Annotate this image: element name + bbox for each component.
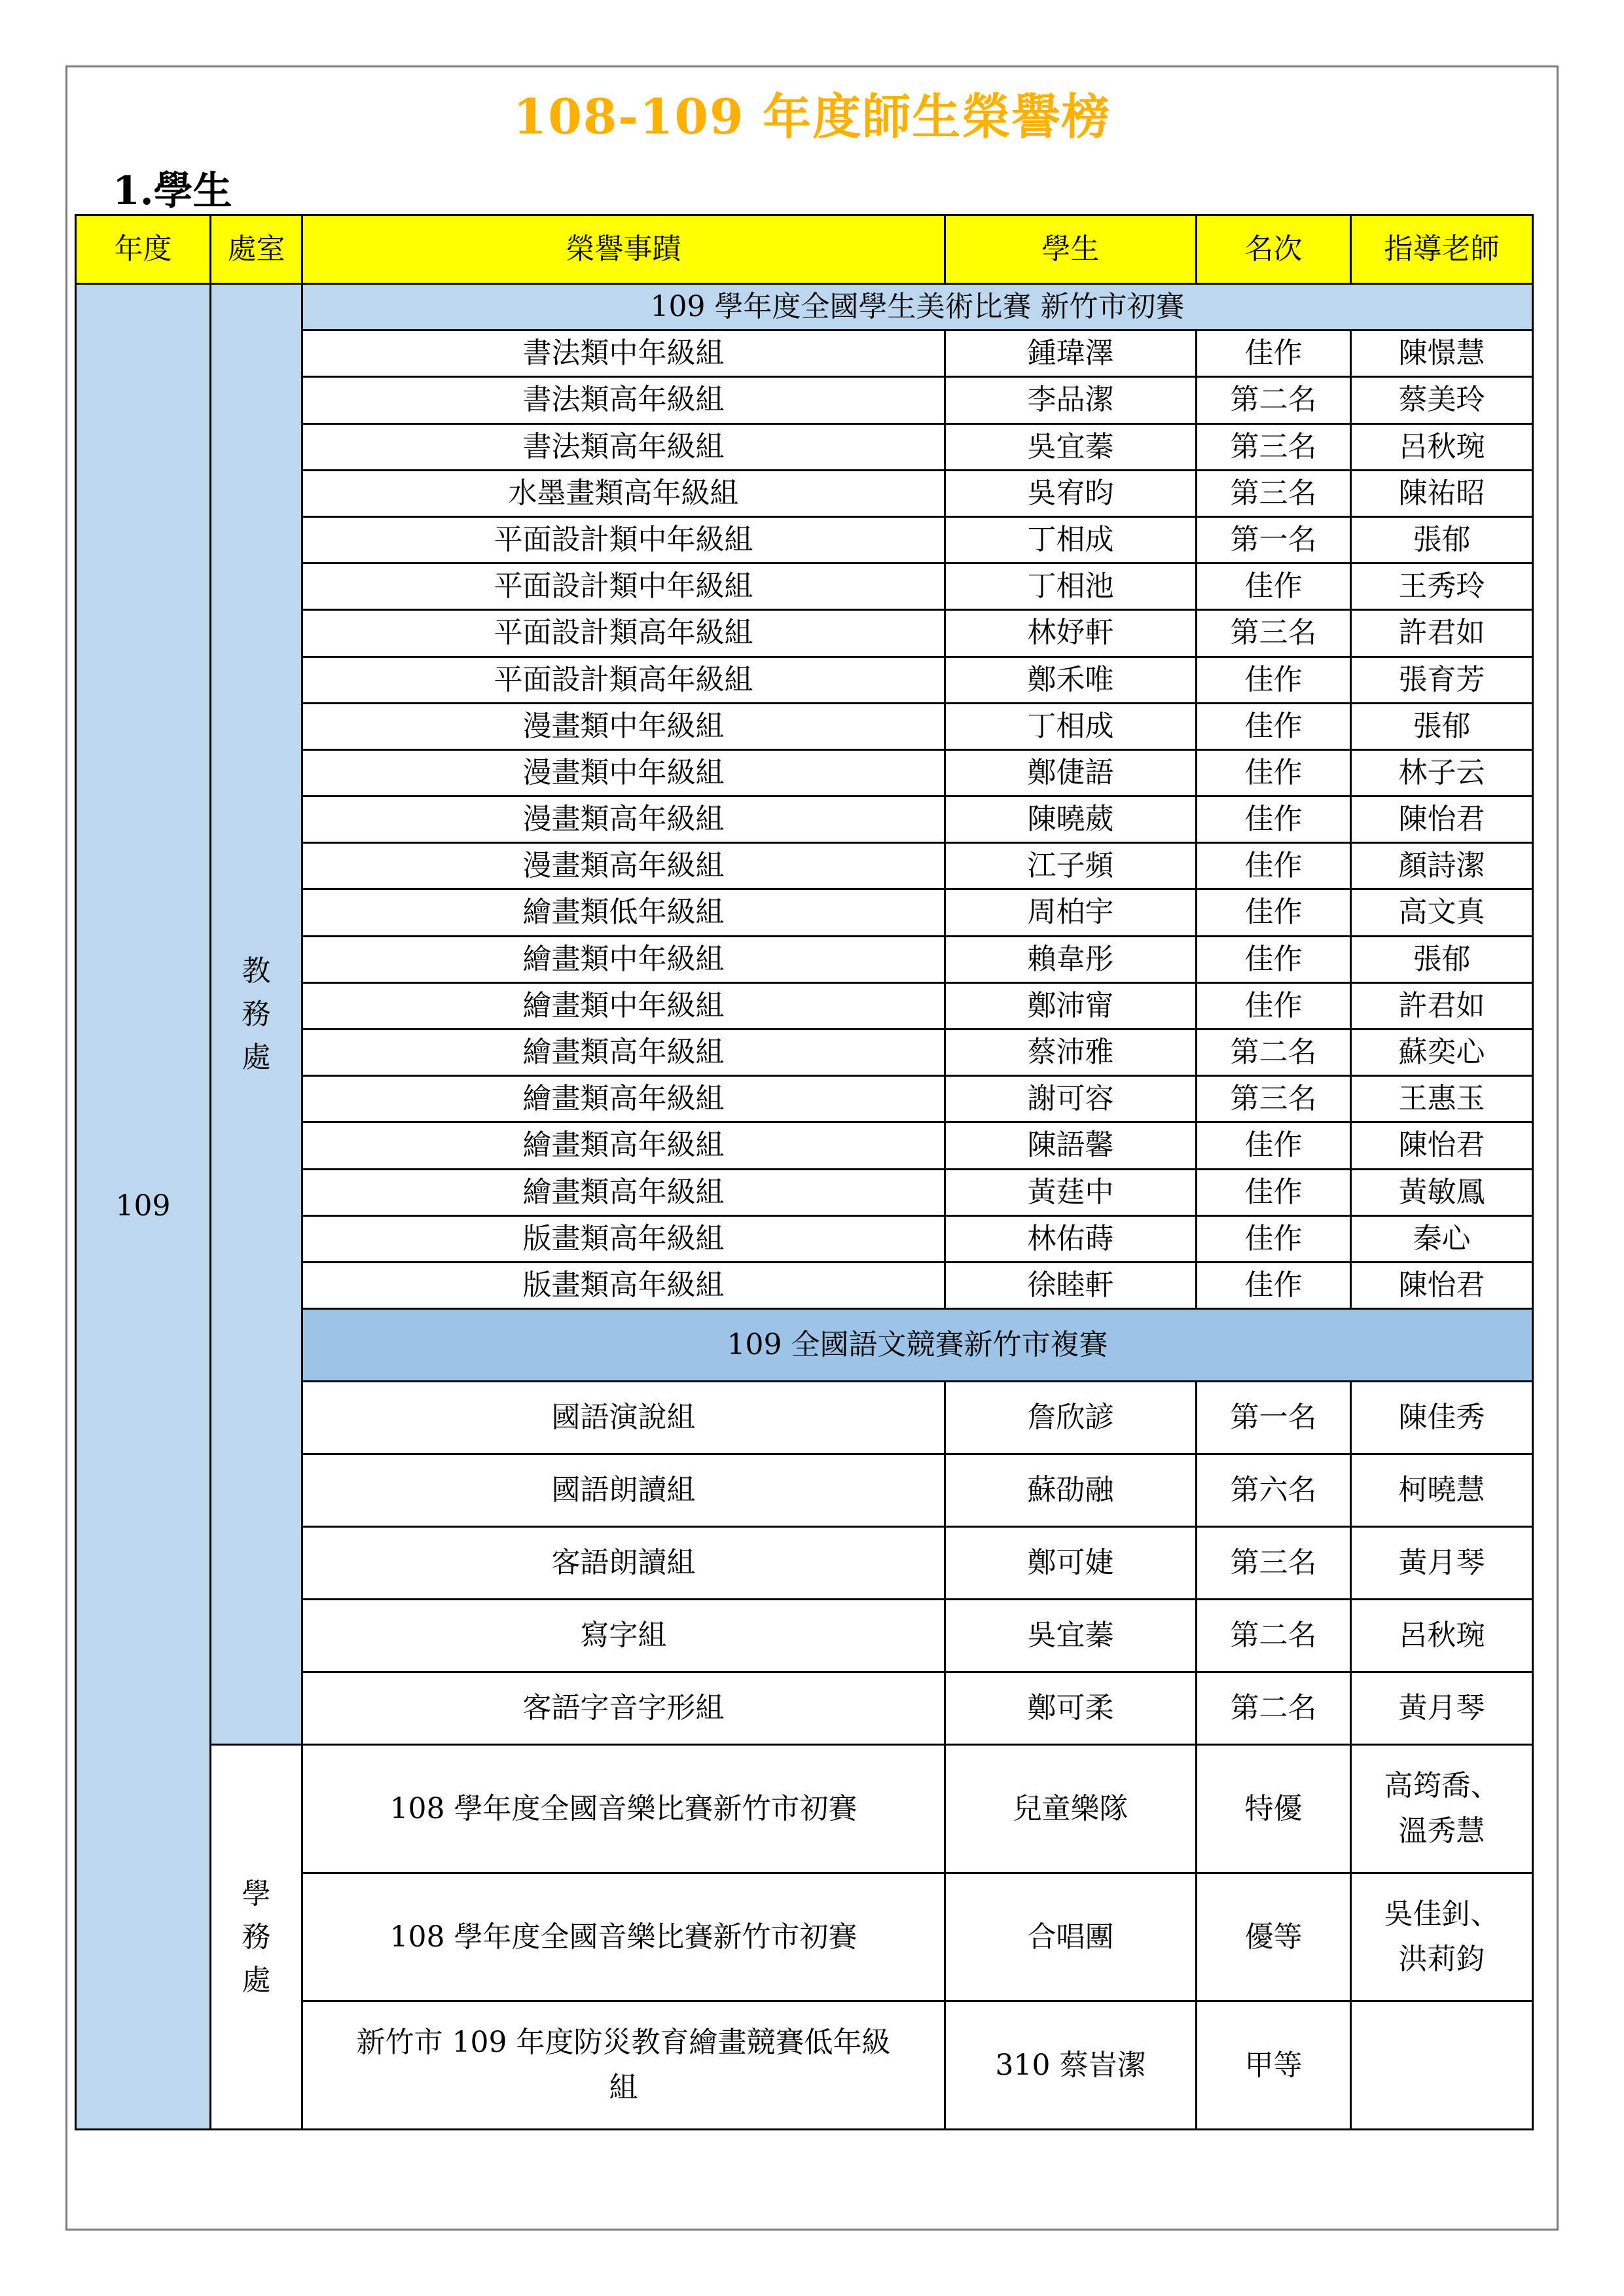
honor-cell: 平面設計類高年級組 — [302, 656, 945, 703]
honor-cell: 書法類高年級組 — [302, 377, 945, 423]
honor-roll-table — [75, 214, 1534, 2130]
teacher-cell: 呂秋琬 — [1351, 423, 1533, 470]
teacher-cell: 黃月琴 — [1351, 1527, 1533, 1600]
student-cell: 江子頻 — [945, 843, 1197, 889]
student-cell: 吳宜蓁 — [945, 423, 1197, 470]
header-year: 年度 — [76, 215, 211, 284]
honor-cell: 繪畫類高年級組 — [302, 1030, 945, 1076]
student-cell: 徐睦軒 — [945, 1262, 1197, 1308]
rank-cell: 佳作 — [1197, 564, 1351, 610]
student-cell: 鄭可柔 — [945, 1672, 1197, 1745]
page-title: 108-109 年度師生榮譽榜 — [513, 89, 1111, 145]
honor-cell: 版畫類高年級組 — [302, 1215, 945, 1262]
student-cell: 丁相池 — [945, 564, 1197, 610]
rank-cell: 佳作 — [1197, 1169, 1351, 1215]
honor-cell: 水墨畫類高年級組 — [302, 470, 945, 516]
teacher-cell: 黃月琴 — [1351, 1672, 1533, 1745]
teacher-cell: 張郁 — [1351, 516, 1533, 563]
student-cell: 鄭禾唯 — [945, 656, 1197, 703]
rank-cell: 甲等 — [1197, 2001, 1351, 2130]
student-cell: 蔡沛雅 — [945, 1030, 1197, 1076]
student-cell: 蘇劭融 — [945, 1454, 1197, 1527]
student-cell: 陳曉葳 — [945, 797, 1197, 843]
honor-cell: 漫畫類中年級組 — [302, 703, 945, 749]
honor-cell: 繪畫類低年級組 — [302, 889, 945, 936]
honor-cell: 新竹市 109 年度防災教育繪畫競賽低年級 組 — [302, 2001, 945, 2130]
teacher-cell: 王秀玲 — [1351, 564, 1533, 610]
rank-cell: 佳作 — [1197, 331, 1351, 377]
student-cell: 吳宥昀 — [945, 470, 1197, 516]
header-rank: 名次 — [1197, 215, 1351, 284]
office-academic: 教 務 處 — [211, 284, 302, 1745]
student-cell: 丁相成 — [945, 516, 1197, 563]
student-cell: 周柏宇 — [945, 889, 1197, 936]
student-cell: 陳語馨 — [945, 1122, 1197, 1169]
table-header-row — [76, 215, 1533, 284]
student-cell: 吳宜蓁 — [945, 1600, 1197, 1672]
teacher-cell: 陳憬慧 — [1351, 331, 1533, 377]
rank-cell: 第六名 — [1197, 1454, 1351, 1527]
rank-cell: 特優 — [1197, 1745, 1351, 1873]
student-cell: 丁相成 — [945, 703, 1197, 749]
header-office: 處室 — [211, 215, 302, 284]
honor-cell: 平面設計類中年級組 — [302, 516, 945, 563]
rank-cell: 佳作 — [1197, 797, 1351, 843]
rank-cell: 第一名 — [1197, 516, 1351, 563]
category-art: 109 學年度全國學生美術比賽 新竹市初賽 — [302, 284, 1533, 331]
teacher-cell: 顏詩潔 — [1351, 843, 1533, 889]
rank-cell: 優等 — [1197, 1873, 1351, 2001]
honor-cell: 繪畫類高年級組 — [302, 1076, 945, 1122]
teacher-cell: 王惠玉 — [1351, 1076, 1533, 1122]
header-student: 學生 — [945, 215, 1197, 284]
rank-cell: 第三名 — [1197, 470, 1351, 516]
teacher-cell: 吳佳釗、 洪莉鈞 — [1351, 1873, 1533, 2001]
teacher-cell: 高筠喬、 溫秀慧 — [1351, 1745, 1533, 1873]
honor-cell: 108 學年度全國音樂比賽新竹市初賽 — [302, 1873, 945, 2001]
teacher-cell: 許君如 — [1351, 982, 1533, 1029]
rank-cell: 佳作 — [1197, 982, 1351, 1029]
honor-cell: 客語朗讀組 — [302, 1527, 945, 1600]
teacher-cell: 許君如 — [1351, 610, 1533, 656]
rank-cell: 第二名 — [1197, 1030, 1351, 1076]
section-heading: 1.學生 — [113, 168, 232, 214]
office-student-affairs: 學 務 處 — [211, 1745, 302, 2130]
student-cell: 李品潔 — [945, 377, 1197, 423]
rank-cell: 第三名 — [1197, 1527, 1351, 1600]
rank-cell: 佳作 — [1197, 1122, 1351, 1169]
rank-cell: 第二名 — [1197, 377, 1351, 423]
teacher-cell: 林子云 — [1351, 749, 1533, 796]
honor-cell: 漫畫類高年級組 — [302, 843, 945, 889]
teacher-cell: 秦心 — [1351, 1215, 1533, 1262]
teacher-cell: 張育芳 — [1351, 656, 1533, 703]
honor-cell: 繪畫類高年級組 — [302, 1169, 945, 1215]
honor-cell: 繪畫類中年級組 — [302, 936, 945, 982]
rank-cell: 佳作 — [1197, 843, 1351, 889]
teacher-cell: 陳怡君 — [1351, 1122, 1533, 1169]
rank-cell: 第一名 — [1197, 1382, 1351, 1454]
honor-cell: 漫畫類中年級組 — [302, 749, 945, 796]
honor-cell: 108 學年度全國音樂比賽新竹市初賽 — [302, 1745, 945, 1873]
teacher-cell: 高文真 — [1351, 889, 1533, 936]
honor-cell: 繪畫類高年級組 — [302, 1122, 945, 1169]
honor-cell: 書法類高年級組 — [302, 423, 945, 470]
teacher-cell: 陳怡君 — [1351, 797, 1533, 843]
honor-cell: 客語字音字形組 — [302, 1672, 945, 1745]
teacher-cell: 張郁 — [1351, 703, 1533, 749]
teacher-cell — [1351, 2001, 1533, 2130]
teacher-cell: 蘇奕心 — [1351, 1030, 1533, 1076]
year-cell: 109 — [76, 284, 211, 2130]
teacher-cell: 蔡美玲 — [1351, 377, 1533, 423]
honor-cell: 平面設計類高年級組 — [302, 610, 945, 656]
honor-cell: 國語朗讀組 — [302, 1454, 945, 1527]
rank-cell: 佳作 — [1197, 1262, 1351, 1308]
student-cell: 鍾瑋澤 — [945, 331, 1197, 377]
rank-cell: 第三名 — [1197, 610, 1351, 656]
rank-cell: 第三名 — [1197, 423, 1351, 470]
rank-cell: 佳作 — [1197, 936, 1351, 982]
table-row — [76, 1745, 1533, 1873]
teacher-cell: 呂秋琬 — [1351, 1600, 1533, 1672]
rank-cell: 佳作 — [1197, 703, 1351, 749]
rank-cell: 第二名 — [1197, 1672, 1351, 1745]
student-cell: 賴韋彤 — [945, 936, 1197, 982]
rank-cell: 第三名 — [1197, 1076, 1351, 1122]
student-cell: 黃莛中 — [945, 1169, 1197, 1215]
rank-cell: 佳作 — [1197, 889, 1351, 936]
category-language: 109 全國語文競賽新竹市複賽 — [302, 1309, 1533, 1382]
header-honor: 榮譽事蹟 — [302, 215, 945, 284]
student-cell: 謝可容 — [945, 1076, 1197, 1122]
teacher-cell: 柯曉慧 — [1351, 1454, 1533, 1527]
student-cell: 林佑蒔 — [945, 1215, 1197, 1262]
student-cell: 林妤軒 — [945, 610, 1197, 656]
honor-cell: 平面設計類中年級組 — [302, 564, 945, 610]
teacher-cell: 陳佳秀 — [1351, 1382, 1533, 1454]
student-cell: 鄭沛甯 — [945, 982, 1197, 1029]
student-cell: 鄭倢語 — [945, 749, 1197, 796]
category-row — [76, 284, 1533, 331]
student-cell: 310 蔡峕潔 — [945, 2001, 1197, 2130]
rank-cell: 第二名 — [1197, 1600, 1351, 1672]
teacher-cell: 陳怡君 — [1351, 1262, 1533, 1308]
student-cell: 兒童樂隊 — [945, 1745, 1197, 1873]
student-cell: 詹欣諺 — [945, 1382, 1197, 1454]
honor-cell: 繪畫類中年級組 — [302, 982, 945, 1029]
honor-cell: 版畫類高年級組 — [302, 1262, 945, 1308]
teacher-cell: 張郁 — [1351, 936, 1533, 982]
student-cell: 合唱團 — [945, 1873, 1197, 2001]
student-cell: 鄭可婕 — [945, 1527, 1197, 1600]
honor-cell: 寫字組 — [302, 1600, 945, 1672]
honor-cell: 漫畫類高年級組 — [302, 797, 945, 843]
teacher-cell: 黃敏鳳 — [1351, 1169, 1533, 1215]
rank-cell: 佳作 — [1197, 656, 1351, 703]
teacher-cell: 陳祐昭 — [1351, 470, 1533, 516]
rank-cell: 佳作 — [1197, 749, 1351, 796]
header-teacher: 指導老師 — [1351, 215, 1533, 284]
rank-cell: 佳作 — [1197, 1215, 1351, 1262]
honor-cell: 國語演說組 — [302, 1382, 945, 1454]
honor-cell: 書法類中年級組 — [302, 331, 945, 377]
